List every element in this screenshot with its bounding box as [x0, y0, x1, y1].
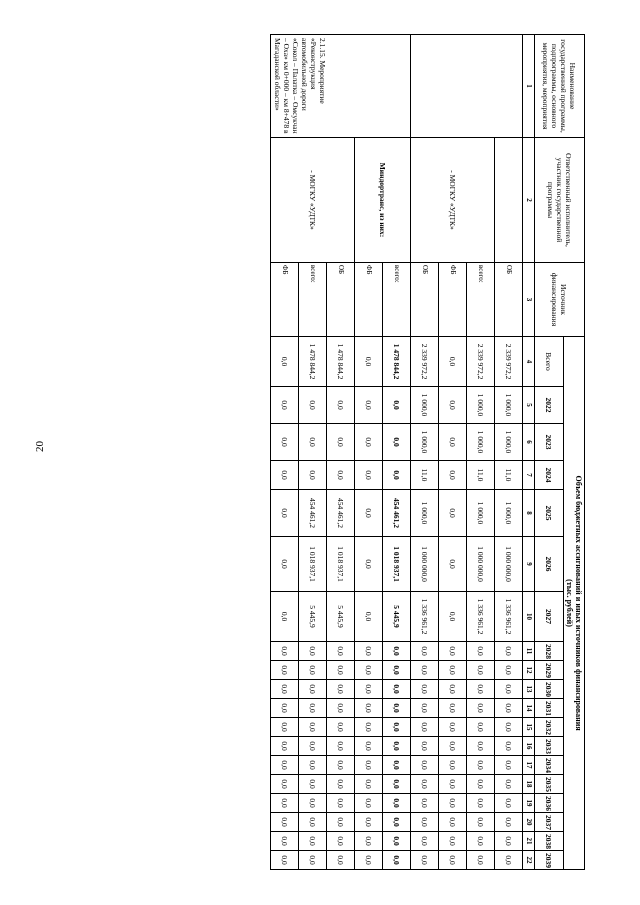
measure-name-cell-empty	[411, 35, 523, 138]
value-cell-2034: 0,0	[411, 756, 439, 775]
value-cell-2024: 11,0	[467, 461, 495, 490]
executor-udtk-c: - МОГКУ «УДТК»	[271, 138, 355, 263]
value-cell-2026: 1 000 000,0	[495, 537, 523, 592]
total-cell: 1 478 844,2	[299, 337, 327, 387]
value-cell-2024: 0,0	[299, 461, 327, 490]
header-year-2037: 2037	[535, 813, 564, 832]
column-number: 3	[523, 263, 535, 337]
value-cell-2036: 0,0	[327, 794, 355, 813]
value-cell-2025: 0,0	[355, 490, 383, 537]
value-cell-2038: 0,0	[355, 832, 383, 851]
value-cell-2029: 0,0	[327, 661, 355, 680]
value-cell-2028: 0,0	[271, 642, 299, 661]
value-cell-2028: 0,0	[327, 642, 355, 661]
value-cell-2029: 0,0	[467, 661, 495, 680]
value-cell-2033: 0,0	[327, 737, 355, 756]
value-cell-2022: 0,0	[355, 387, 383, 424]
value-cell-2030: 0,0	[495, 680, 523, 699]
column-number: 7	[523, 461, 535, 490]
value-cell-2033: 0,0	[411, 737, 439, 756]
value-cell-2027: 1 336 961,2	[467, 592, 495, 642]
value-cell-2028: 0,0	[355, 642, 383, 661]
value-cell-2033: 0,0	[271, 737, 299, 756]
column-number: 21	[523, 832, 535, 851]
value-cell-2028: 0,0	[411, 642, 439, 661]
header-year-2024: 2024	[535, 461, 564, 490]
value-cell-2027: 0,0	[439, 592, 467, 642]
value-cell-2032: 0,0	[383, 718, 411, 737]
total-cell: 0,0	[439, 337, 467, 387]
source-cell: ФБ	[355, 263, 383, 337]
value-cell-2035: 0,0	[383, 775, 411, 794]
value-cell-2030: 0,0	[467, 680, 495, 699]
value-cell-2024: 0,0	[271, 461, 299, 490]
value-cell-2030: 0,0	[327, 680, 355, 699]
value-cell-2028: 0,0	[299, 642, 327, 661]
value-cell-2025: 454 461,2	[327, 490, 355, 537]
table-row	[327, 35, 355, 870]
source-cell: всего:	[383, 263, 411, 337]
header-year-2036: 2036	[535, 794, 564, 813]
source-cell: всего:	[299, 263, 327, 337]
total-cell: 2 339 972,2	[411, 337, 439, 387]
value-cell-2025: 1 000,0	[495, 490, 523, 537]
value-cell-2028: 0,0	[439, 642, 467, 661]
value-cell-2035: 0,0	[467, 775, 495, 794]
value-cell-2033: 0,0	[467, 737, 495, 756]
source-cell: ОБ	[411, 263, 439, 337]
value-cell-2025: 454 461,2	[383, 490, 411, 537]
value-cell-2026: 1 018 937,1	[299, 537, 327, 592]
value-cell-2031: 0,0	[495, 699, 523, 718]
value-cell-2030: 0,0	[439, 680, 467, 699]
value-cell-2028: 0,0	[467, 642, 495, 661]
value-cell-2039: 0,0	[439, 851, 467, 870]
value-cell-2030: 0,0	[271, 680, 299, 699]
value-cell-2027: 0,0	[355, 592, 383, 642]
column-number: 9	[523, 537, 535, 592]
value-cell-2031: 0,0	[383, 699, 411, 718]
value-cell-2037: 0,0	[439, 813, 467, 832]
column-number: 13	[523, 680, 535, 699]
value-cell-2026: 1 018 937,1	[327, 537, 355, 592]
value-cell-2031: 0,0	[467, 699, 495, 718]
value-cell-2027: 0,0	[271, 592, 299, 642]
value-cell-2024: 11,0	[495, 461, 523, 490]
value-cell-2031: 0,0	[411, 699, 439, 718]
header-col-source: Источник финансирования	[535, 263, 585, 337]
value-cell-2024: 0,0	[439, 461, 467, 490]
column-number: 22	[523, 851, 535, 870]
value-cell-2034: 0,0	[271, 756, 299, 775]
value-cell-2024: 0,0	[327, 461, 355, 490]
value-cell-2033: 0,0	[383, 737, 411, 756]
value-cell-2039: 0,0	[495, 851, 523, 870]
header-year-2030: 2030	[535, 680, 564, 699]
column-number: 11	[523, 642, 535, 661]
value-cell-2032: 0,0	[327, 718, 355, 737]
header-year-2023: 2023	[535, 424, 564, 461]
value-cell-2029: 0,0	[299, 661, 327, 680]
header-year-2022: 2022	[535, 387, 564, 424]
table-body	[271, 35, 523, 870]
budget-table-rotated	[70, 34, 585, 869]
column-number: 12	[523, 661, 535, 680]
value-cell-2035: 0,0	[495, 775, 523, 794]
value-cell-2035: 0,0	[439, 775, 467, 794]
value-cell-2024: 0,0	[355, 461, 383, 490]
executor-udtk-a: - МОГКУ «УДТК»	[411, 138, 495, 263]
value-cell-2039: 0,0	[467, 851, 495, 870]
value-cell-2033: 0,0	[439, 737, 467, 756]
value-cell-2022: 1 000,0	[495, 387, 523, 424]
value-cell-2025: 1 000,0	[467, 490, 495, 537]
value-cell-2035: 0,0	[327, 775, 355, 794]
value-cell-2030: 0,0	[299, 680, 327, 699]
value-cell-2036: 0,0	[411, 794, 439, 813]
value-cell-2024: 0,0	[383, 461, 411, 490]
value-cell-2033: 0,0	[495, 737, 523, 756]
header-year-2038: 2038	[535, 832, 564, 851]
value-cell-2037: 0,0	[327, 813, 355, 832]
header-col-name: Наименование государственной программы, подпрограммы, основного мероприятия, мероприятия	[535, 35, 585, 138]
header-year-2032: 2032	[535, 718, 564, 737]
header-year-2034: 2034	[535, 756, 564, 775]
value-cell-2034: 0,0	[495, 756, 523, 775]
total-cell: 1 478 844,2	[383, 337, 411, 387]
value-cell-2034: 0,0	[355, 756, 383, 775]
value-cell-2029: 0,0	[439, 661, 467, 680]
value-cell-2032: 0,0	[495, 718, 523, 737]
value-cell-2031: 0,0	[439, 699, 467, 718]
value-cell-2038: 0,0	[467, 832, 495, 851]
value-cell-2035: 0,0	[355, 775, 383, 794]
value-cell-2035: 0,0	[271, 775, 299, 794]
value-cell-2030: 0,0	[383, 680, 411, 699]
header-year-2027: 2027	[535, 592, 564, 642]
value-cell-2034: 0,0	[467, 756, 495, 775]
header-volume	[564, 337, 585, 870]
value-cell-2036: 0,0	[439, 794, 467, 813]
value-cell-2022: 1 000,0	[411, 387, 439, 424]
header-year-2035: 2035	[535, 775, 564, 794]
value-cell-2036: 0,0	[495, 794, 523, 813]
column-number: 10	[523, 592, 535, 642]
value-cell-2029: 0,0	[355, 661, 383, 680]
column-number: 18	[523, 775, 535, 794]
source-cell: всего:	[467, 263, 495, 337]
value-cell-2039: 0,0	[355, 851, 383, 870]
value-cell-2022: 0,0	[271, 387, 299, 424]
value-cell-2029: 0,0	[271, 661, 299, 680]
source-cell: ФБ	[271, 263, 299, 337]
value-cell-2037: 0,0	[383, 813, 411, 832]
column-numbers-row	[523, 35, 535, 870]
value-cell-2038: 0,0	[327, 832, 355, 851]
value-cell-2023: 0,0	[327, 424, 355, 461]
value-cell-2038: 0,0	[495, 832, 523, 851]
value-cell-2030: 0,0	[355, 680, 383, 699]
value-cell-2022: 0,0	[383, 387, 411, 424]
value-cell-2030: 0,0	[411, 680, 439, 699]
total-cell: 0,0	[355, 337, 383, 387]
total-cell: 2 339 972,2	[467, 337, 495, 387]
total-cell: 2 339 972,2	[495, 337, 523, 387]
header-volume-unit: (тыс. рублей)	[565, 579, 574, 627]
value-cell-2034: 0,0	[299, 756, 327, 775]
value-cell-2039: 0,0	[411, 851, 439, 870]
header-year-2031: 2031	[535, 699, 564, 718]
header-volume-title: Объем бюджетных ассигнований и иных источников финансирования	[574, 475, 583, 731]
table-row	[495, 35, 523, 870]
executor-cell-empty	[495, 138, 523, 263]
column-number: 19	[523, 794, 535, 813]
value-cell-2035: 0,0	[411, 775, 439, 794]
value-cell-2023: 1 000,0	[467, 424, 495, 461]
value-cell-2031: 0,0	[299, 699, 327, 718]
value-cell-2023: 0,0	[383, 424, 411, 461]
value-cell-2039: 0,0	[383, 851, 411, 870]
value-cell-2024: 11,0	[411, 461, 439, 490]
value-cell-2027: 1 336 961,2	[495, 592, 523, 642]
value-cell-2031: 0,0	[271, 699, 299, 718]
value-cell-2036: 0,0	[355, 794, 383, 813]
measure-name-2-1-15: 2.1.15. Мероприятие «Реконструкция автомобильной дороги «Сокол – Палатка – Омсукчан – Оха» км 0+000 – км 8+478 в Магаданской области»	[271, 35, 411, 138]
value-cell-2026: 1 018 937,1	[383, 537, 411, 592]
value-cell-2033: 0,0	[355, 737, 383, 756]
value-cell-2026: 1 000 000,0	[467, 537, 495, 592]
value-cell-2027: 5 445,9	[299, 592, 327, 642]
column-number: 8	[523, 490, 535, 537]
value-cell-2025: 1 000,0	[411, 490, 439, 537]
value-cell-2039: 0,0	[271, 851, 299, 870]
header-year-2029: 2029	[535, 661, 564, 680]
value-cell-2022: 0,0	[299, 387, 327, 424]
value-cell-2039: 0,0	[327, 851, 355, 870]
budget-table	[270, 34, 585, 870]
header-year-2025: 2025	[535, 490, 564, 537]
value-cell-2039: 0,0	[299, 851, 327, 870]
column-number: 17	[523, 756, 535, 775]
header-year-2033: 2033	[535, 737, 564, 756]
column-number: 2	[523, 138, 535, 263]
value-cell-2026: 0,0	[355, 537, 383, 592]
value-cell-2038: 0,0	[383, 832, 411, 851]
value-cell-2022: 0,0	[439, 387, 467, 424]
column-number: 1	[523, 35, 535, 138]
value-cell-2035: 0,0	[299, 775, 327, 794]
total-cell: 0,0	[271, 337, 299, 387]
value-cell-2029: 0,0	[383, 661, 411, 680]
value-cell-2023: 1 000,0	[411, 424, 439, 461]
value-cell-2036: 0,0	[271, 794, 299, 813]
value-cell-2023: 1 000,0	[495, 424, 523, 461]
value-cell-2037: 0,0	[495, 813, 523, 832]
value-cell-2031: 0,0	[355, 699, 383, 718]
column-number: 20	[523, 813, 535, 832]
total-cell: 1 478 844,2	[327, 337, 355, 387]
value-cell-2031: 0,0	[327, 699, 355, 718]
value-cell-2022: 0,0	[327, 387, 355, 424]
value-cell-2036: 0,0	[299, 794, 327, 813]
value-cell-2032: 0,0	[467, 718, 495, 737]
value-cell-2036: 0,0	[467, 794, 495, 813]
value-cell-2038: 0,0	[439, 832, 467, 851]
value-cell-2037: 0,0	[355, 813, 383, 832]
value-cell-2026: 1 000 000,0	[411, 537, 439, 592]
value-cell-2034: 0,0	[439, 756, 467, 775]
value-cell-2028: 0,0	[383, 642, 411, 661]
source-cell: ОБ	[495, 263, 523, 337]
value-cell-2036: 0,0	[383, 794, 411, 813]
column-number: 14	[523, 699, 535, 718]
column-number: 5	[523, 387, 535, 424]
value-cell-2023: 0,0	[355, 424, 383, 461]
value-cell-2037: 0,0	[467, 813, 495, 832]
header-year-2026: 2026	[535, 537, 564, 592]
value-cell-2029: 0,0	[411, 661, 439, 680]
column-number: 6	[523, 424, 535, 461]
value-cell-2027: 1 336 961,2	[411, 592, 439, 642]
value-cell-2032: 0,0	[411, 718, 439, 737]
value-cell-2027: 5 445,9	[327, 592, 355, 642]
table-row	[467, 35, 495, 870]
value-cell-2038: 0,0	[299, 832, 327, 851]
column-number: 4	[523, 337, 535, 387]
value-cell-2032: 0,0	[271, 718, 299, 737]
value-cell-2026: 0,0	[271, 537, 299, 592]
value-cell-2032: 0,0	[299, 718, 327, 737]
executor-mindortrans: Миндортранс, из них:	[355, 138, 411, 263]
source-cell: ОБ	[327, 263, 355, 337]
value-cell-2026: 0,0	[439, 537, 467, 592]
value-cell-2038: 0,0	[411, 832, 439, 851]
value-cell-2037: 0,0	[299, 813, 327, 832]
value-cell-2037: 0,0	[271, 813, 299, 832]
value-cell-2027: 5 445,9	[383, 592, 411, 642]
value-cell-2038: 0,0	[271, 832, 299, 851]
value-cell-2025: 0,0	[271, 490, 299, 537]
value-cell-2032: 0,0	[355, 718, 383, 737]
value-cell-2037: 0,0	[411, 813, 439, 832]
header-total: Всего	[535, 337, 564, 387]
value-cell-2034: 0,0	[383, 756, 411, 775]
value-cell-2032: 0,0	[439, 718, 467, 737]
value-cell-2025: 0,0	[439, 490, 467, 537]
header-col-executor: Ответственный исполнитель, участник государственной программы	[535, 138, 585, 263]
value-cell-2033: 0,0	[299, 737, 327, 756]
value-cell-2022: 1 000,0	[467, 387, 495, 424]
value-cell-2029: 0,0	[495, 661, 523, 680]
value-cell-2023: 0,0	[439, 424, 467, 461]
value-cell-2023: 0,0	[271, 424, 299, 461]
value-cell-2025: 454 461,2	[299, 490, 327, 537]
table-row	[383, 35, 411, 870]
column-number: 16	[523, 737, 535, 756]
value-cell-2028: 0,0	[495, 642, 523, 661]
value-cell-2023: 0,0	[299, 424, 327, 461]
header-year-2028: 2028	[535, 642, 564, 661]
source-cell: ФБ	[439, 263, 467, 337]
header-year-2039: 2039	[535, 851, 564, 870]
value-cell-2034: 0,0	[327, 756, 355, 775]
column-number: 15	[523, 718, 535, 737]
